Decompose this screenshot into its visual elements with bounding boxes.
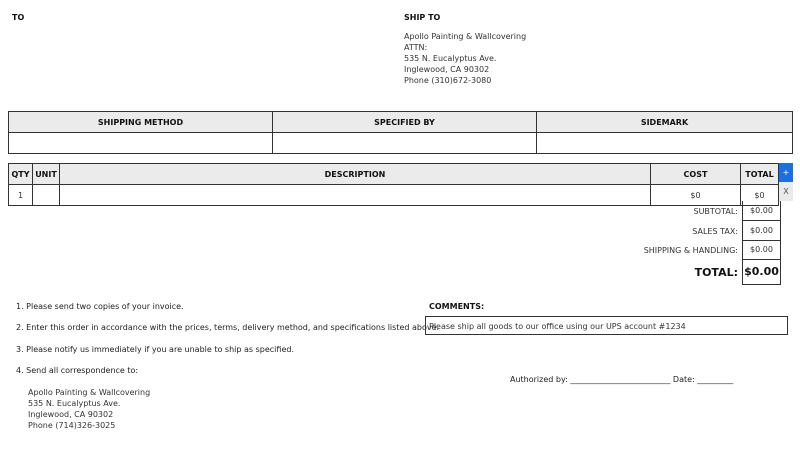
shipping-handling-label: SHIPPING & HANDLING: (643, 246, 738, 255)
total-cell: $0 (741, 185, 779, 206)
ship-to-line: Phone (310)672-3080 (404, 76, 492, 85)
note-1: 1. Please send two copies of your invoice. (16, 302, 184, 311)
shipping-method-header: SHIPPING METHOD (9, 112, 273, 133)
total-value: $0.00 (742, 259, 781, 285)
description-cell[interactable] (60, 185, 651, 206)
add-row-button[interactable]: + (779, 163, 793, 182)
correspondence-line: Phone (714)326-3025 (28, 421, 116, 430)
subtotal-label: SUBTOTAL: (693, 207, 738, 216)
sidemark-header: SIDEMARK (537, 112, 793, 133)
ship-to-line: Inglewood, CA 90302 (404, 65, 490, 74)
cost-cell[interactable]: $0 (651, 185, 741, 206)
specified-by-field[interactable] (273, 133, 537, 154)
sales-tax-label: SALES TAX: (692, 227, 738, 236)
sales-tax-value[interactable]: $0.00 (742, 221, 781, 241)
total-label: TOTAL: (694, 266, 738, 279)
shipping-table (8, 111, 793, 154)
comments-box[interactable]: Please ship all goods to our office using our UPS account #1234 (425, 316, 788, 335)
note-4: 4. Send all correspondence to: (16, 366, 139, 375)
ship-to-line: 535 N. Eucalyptus Ave. (404, 54, 497, 63)
correspondence-line: Inglewood, CA 90302 (28, 410, 114, 419)
ship-to-line: ATTN: (404, 43, 428, 52)
to-heading: TO (12, 13, 25, 22)
correspondence-line: Apollo Painting & Wallcovering (28, 388, 151, 397)
cost-header: COST (651, 164, 741, 185)
shipping-handling-value[interactable]: $0.00 (742, 240, 781, 260)
correspondence-address (28, 387, 150, 431)
total-header: TOTAL (741, 164, 779, 185)
ship-to-line: Apollo Painting & Wallcovering (404, 32, 527, 41)
date-label: Date: _________ (672, 375, 734, 384)
unit-header: UNIT (33, 164, 60, 185)
subtotal-value: $0.00 (742, 201, 781, 221)
items-table (8, 163, 779, 206)
remove-row-button[interactable]: X (779, 182, 793, 201)
specified-by-header: SPECIFIED BY (273, 112, 537, 133)
shipping-method-field[interactable] (9, 133, 273, 154)
authorized-by-line (510, 375, 733, 384)
qty-cell[interactable]: 1 (9, 185, 33, 206)
ship-to-heading: SHIP TO (404, 13, 441, 22)
correspondence-line: 535 N. Eucalyptus Ave. (28, 399, 121, 408)
ship-to-address (404, 31, 526, 86)
note-3: 3. Please notify us immediately if you are unable to ship as specified. (16, 345, 294, 354)
note-2: 2. Enter this order in accordance with the prices, terms, delivery method, and specifications listed above. (16, 323, 440, 332)
table-row (9, 185, 779, 206)
authorized-by-label: Authorized by: _________________________ (510, 375, 671, 384)
sidemark-field[interactable] (537, 133, 793, 154)
comments-heading: COMMENTS: (429, 302, 485, 311)
description-header: DESCRIPTION (60, 164, 651, 185)
qty-header: QTY (9, 164, 33, 185)
unit-cell[interactable] (33, 185, 60, 206)
